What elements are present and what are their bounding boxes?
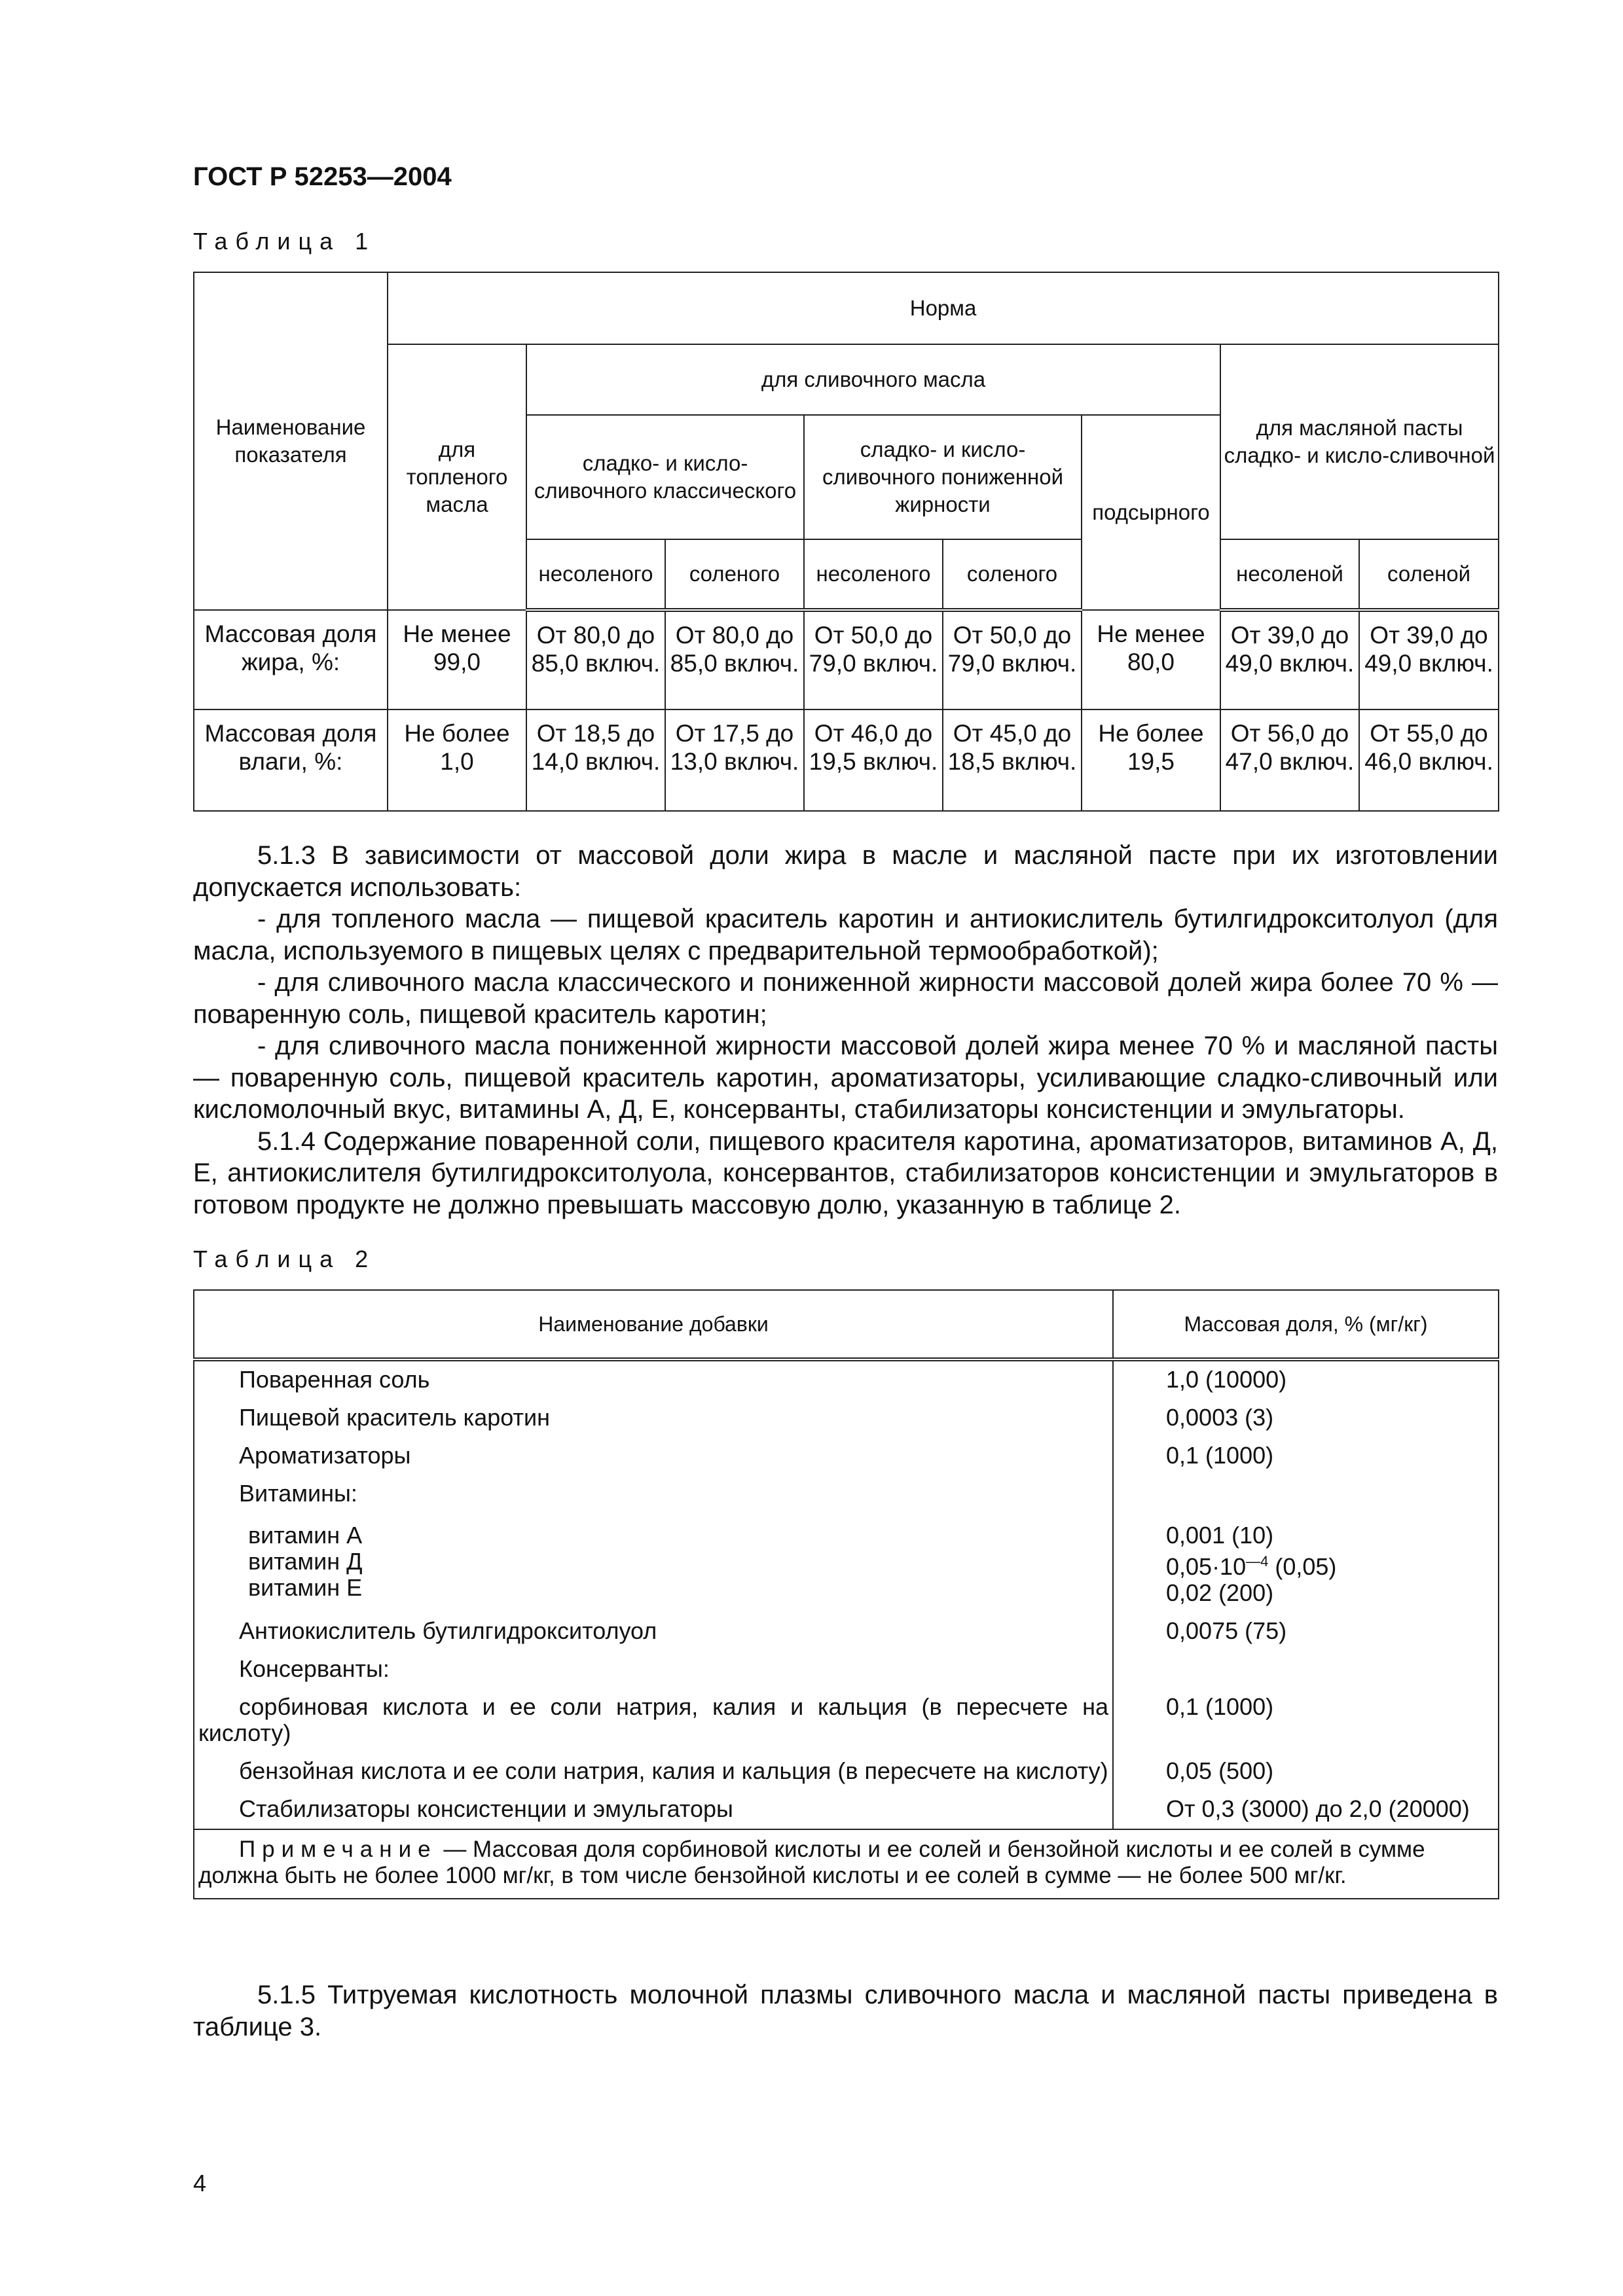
note-label: Примечание: [239, 1837, 437, 1862]
bullet-toplenoe: - для топленого масла — пищевой краситель каротин и антиокислитель бутилгидрокситолуол (для масла, используемого в пищевых целях с предварительной термообработкой);: [193, 905, 1498, 965]
table2-header-name: Наименование добавки: [194, 1290, 1113, 1359]
additive-name: Поваренная соль: [194, 1359, 1113, 1399]
table1-cell: От 17,5 до 13,0 включ.: [665, 709, 804, 811]
table1-header-sol-f: соленой: [1359, 539, 1499, 610]
table-row: [194, 1613, 1499, 1651]
section-5-1-3: [193, 840, 1498, 1221]
table1-header-nesol: несоленого: [804, 539, 943, 610]
table2-note: [194, 1829, 1499, 1899]
table-row: [194, 1689, 1499, 1753]
bullet-ponizh: - для сливочного масла пониженной жирности массовой долей жира менее 70 % и масляной пасты — поваренную соль, пищевой краситель каротин, ароматизаторы, усиливающие сладко-сливочный или кисломолочный вкус, витамины А, Д, Е, консерванты, стабилизаторы консистенции и эмульгаторы.: [193, 1031, 1498, 1124]
table-row: [194, 1437, 1499, 1475]
paragraph-5-1-3: 5.1.3 В зависимости от массовой доли жира в масле и масляной пасте при их изготовлении допускается использовать:: [193, 841, 1498, 902]
table-1: [193, 272, 1499, 812]
table1-header-sol: соленого: [665, 539, 804, 610]
table1-cell: От 39,0 до 49,0 включ.: [1220, 610, 1359, 709]
additive-value: 0,1 (1000): [1113, 1689, 1499, 1753]
additive-value: От 0,3 (3000) до 2,0 (20000): [1113, 1791, 1499, 1829]
table1-cell: От 18,5 до 14,0 включ.: [526, 709, 665, 811]
paragraph-5-1-5: 5.1.5 Титруемая кислотность молочной плазмы сливочного масла и масляной пасты приведена в таблице 3.: [193, 1981, 1498, 2041]
table1-header-nesol: несоленого: [526, 539, 665, 610]
table1-cell: От 46,0 до 19,5 включ.: [804, 709, 943, 811]
table1-header-klassich: сладко- и кисло-сливочного классического: [526, 415, 804, 539]
table1-header-name: Наименование показателя: [194, 272, 388, 610]
additive-name: сорбиновая кислота и ее соли натрия, калия и кальция (в пересчете на кислоту): [194, 1689, 1113, 1753]
table1-row-name: Массовая доля влаги, %:: [194, 709, 388, 811]
table1-header-sol: соленого: [943, 539, 1082, 610]
paragraph-5-1-4: 5.1.4 Содержание поваренной соли, пищевого красителя каротина, ароматизаторов, витаминов А, Д, Е, антиокислителя бутилгидрокситолуола, консервантов, стабилизаторов консистенции и эмульгаторов в готовом продукте не должно превышать массовую долю, указанную в таблице 2.: [193, 1126, 1498, 1219]
table1-header-ponizh: сладко- и кисло-сливочного пониженной жирности: [804, 415, 1082, 539]
table1-header-slivochnoe: для сливочного масла: [526, 344, 1220, 415]
additive-name: витамин А: [248, 1522, 363, 1549]
table-row: [194, 709, 1499, 811]
table-row: [194, 1399, 1499, 1437]
additive-name: витамин Д: [248, 1548, 363, 1575]
additive-name: Пищевой краситель каротин: [194, 1399, 1113, 1437]
table-row: [194, 1651, 1499, 1689]
table1-header-norma: Норма: [388, 272, 1499, 344]
table1-cell: От 80,0 до 85,0 включ.: [665, 610, 804, 709]
additive-value: 0,0003 (3): [1113, 1399, 1499, 1437]
table1-caption: Таблица 1: [193, 228, 376, 255]
note-text: — Массовая доля сорбиновой кислоты и ее солей и бензойной кислоты и ее солей в сумме должна быть не более 1000 мг/кг, в том числе бензойной кислоты и ее солей в сумме — не более 500 мг/кг.: [198, 1837, 1425, 1888]
additive-name: Антиокислитель бутилгидрокситолуол: [194, 1613, 1113, 1651]
section-5-1-5: [193, 1979, 1498, 2043]
additive-name: Консерванты:: [194, 1651, 1113, 1689]
table1-cell: От 50,0 до 79,0 включ.: [804, 610, 943, 709]
page-number: 4: [193, 2170, 207, 2197]
additive-value: 0,02 (200): [1166, 1579, 1274, 1606]
table1-cell: От 39,0 до 49,0 включ.: [1359, 610, 1499, 709]
additive-name: Витамины:: [194, 1475, 1113, 1513]
additive-name: Стабилизаторы консистенции и эмульгаторы: [194, 1791, 1113, 1829]
table1-cell: Не менее 99,0: [388, 610, 526, 709]
table1-row-name: Массовая доля жира, %:: [194, 610, 388, 709]
additive-value: 0,1 (1000): [1113, 1437, 1499, 1475]
table-row: [194, 610, 1499, 709]
table1-header-toplenoe: для топленого масла: [388, 344, 526, 610]
table-row: [194, 1359, 1499, 1399]
table1-header-pasta: для масляной пасты сладко- и кисло-сливочной: [1220, 344, 1499, 539]
additive-name: витамин Е: [248, 1574, 363, 1601]
table1-header-nesol-f: несоленой: [1220, 539, 1359, 610]
additive-name: бензойная кислота и ее соли натрия, калия и кальция (в пересчете на кислоту): [194, 1753, 1113, 1791]
table-row: [194, 1513, 1499, 1613]
additive-value: 0,05 (500): [1113, 1753, 1499, 1791]
additive-name: Ароматизаторы: [194, 1437, 1113, 1475]
table-2: [193, 1289, 1499, 1899]
table1-cell: От 45,0 до 18,5 включ.: [943, 709, 1082, 811]
table1-cell: От 55,0 до 46,0 включ.: [1359, 709, 1499, 811]
table-row: [194, 1475, 1499, 1513]
additive-value: 1,0 (10000): [1113, 1359, 1499, 1399]
table2-header-value: Массовая доля, % (мг/кг): [1113, 1290, 1499, 1359]
table1-cell: Не менее 80,0: [1082, 610, 1220, 709]
table1-cell: Не более 19,5: [1082, 709, 1220, 811]
table1-cell: От 56,0 до 47,0 включ.: [1220, 709, 1359, 811]
document-header: ГОСТ Р 52253—2004: [193, 162, 452, 191]
bullet-klassich: - для сливочного масла классического и пониженной жирности массовой долей жира более 70 % — поваренную соль, пищевой краситель каротин;: [193, 968, 1498, 1029]
table2-caption: Таблица 2: [193, 1246, 376, 1272]
table-row: [194, 1791, 1499, 1829]
table1-cell: Не более 1,0: [388, 709, 526, 811]
additive-value: 0,0075 (75): [1113, 1613, 1499, 1651]
table1-cell: От 50,0 до 79,0 включ.: [943, 610, 1082, 709]
additive-value: $0,05\cdot 10^{—4}$ (0,05): [1166, 1553, 1337, 1580]
table1-header-podsyr: подсырного: [1082, 415, 1220, 610]
table1-cell: От 80,0 до 85,0 включ.: [526, 610, 665, 709]
additive-value: 0,001 (10): [1166, 1522, 1274, 1549]
table-row: [194, 1753, 1499, 1791]
table2-note-row: [194, 1829, 1499, 1899]
